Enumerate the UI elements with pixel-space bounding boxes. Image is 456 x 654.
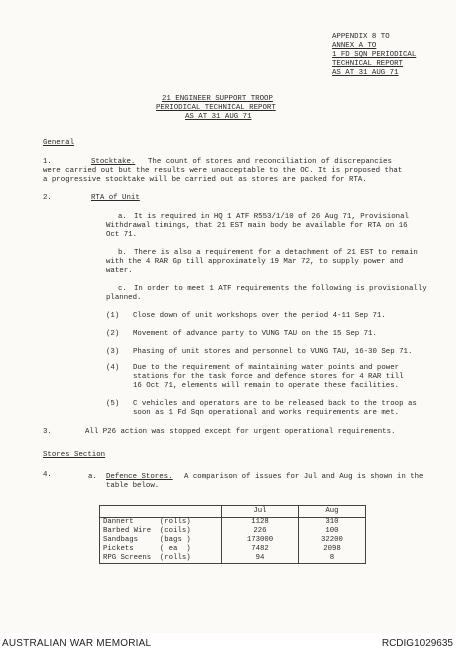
para2a-label: a. [118, 213, 127, 221]
footer-source-label: AUSTRALIAN WAR MEMORIAL [2, 638, 152, 649]
table-cell-item: Dannert (rolls) [103, 518, 191, 526]
sub4-line-3: 16 Oct 71, elements will remain to operate these facilities. [133, 382, 400, 390]
para2c-line-2: planned. [106, 294, 142, 302]
archive-footer [0, 633, 456, 654]
appendix-line-5: AS AT 31 AUG 71 [332, 69, 399, 77]
para2-heading: RTA of Unit [91, 194, 140, 202]
table-cell-item: Pickets ( ea ) [103, 545, 191, 553]
table-cell-aug: 32200 [299, 536, 366, 545]
table-row [100, 554, 366, 564]
table-row [100, 545, 366, 554]
table-header-item [100, 506, 222, 518]
title-line-1: 21 ENGINEER SUPPORT TROOP [162, 95, 273, 103]
para2c-label: c. [118, 285, 127, 293]
sub3-line-1: Phasing of unit stores and personnel to VUNG TAU, 16-30 Sep 71. [133, 348, 413, 356]
para1-heading: Stocktake. [91, 158, 136, 166]
para4-number: 4. [43, 471, 52, 479]
table-row [100, 518, 366, 528]
title-line-3: AS AT 31 AUG 71 [185, 113, 252, 121]
para2a-line-2: Withdrawal timings, that 21 EST main body be available for RTA on 16 [106, 222, 408, 230]
para2b-line-1: There is also a requirement for a detachment of 21 EST to remain [134, 249, 418, 257]
appendix-line-3: 1 FD SQN PERIODICAL [332, 51, 417, 59]
table-header-jul: Jul [222, 506, 299, 518]
stores-heading: Stores Section [43, 451, 106, 459]
table-row [100, 536, 366, 545]
sub5-line-1: C vehicles and operators are to be released back to the troop as [133, 400, 417, 408]
table-cell-aug: 2098 [299, 545, 366, 554]
para1-line-1: The count of stores and reconciliation of discrepancies [148, 158, 392, 166]
table-cell-jul: 173000 [222, 536, 299, 545]
sub4-line-1: Due to the requirement of maintaining water points and power [133, 364, 400, 372]
table-cell-aug: 8 [299, 554, 366, 564]
table-cell-aug: 100 [299, 527, 366, 536]
sub2-label: (2) [106, 330, 120, 338]
para3-number: 3. [43, 428, 52, 436]
table-cell-jul: 94 [222, 554, 299, 564]
general-heading: General [43, 139, 75, 147]
para2-number: 2. [43, 194, 52, 202]
para4a-line-2: table below. [106, 482, 160, 490]
sub4-label: (4) [106, 364, 120, 372]
table-header-row [100, 506, 366, 518]
table-cell-jul: 226 [222, 527, 299, 536]
table-header-aug: Aug [299, 506, 366, 518]
para4a-label: a. [88, 473, 97, 481]
sub5-label: (5) [106, 400, 120, 408]
sub1-line-1: Close down of unit workshops over the period 4-11 Sep 71. [133, 312, 386, 320]
appendix-line-2: ANNEX A TO [332, 42, 377, 50]
table-cell-jul: 7482 [222, 545, 299, 554]
sub2-line-1: Movement of advance party to VUNG TAU on the 15 Sep 71. [133, 330, 377, 338]
para2b-line-2: with the 4 RAR Gp till approximately 19 Mar 72, to supply power and [106, 258, 404, 266]
para2b-line-3: water. [106, 267, 133, 275]
para4a-line-1: A comparison of issues for Jul and Aug is shown in the [184, 473, 424, 481]
table-cell-aug: 310 [299, 518, 366, 528]
sub5-line-2: soon as 1 Fd Sqn operational and works requirements are met. [133, 409, 400, 417]
para1-number: 1. [43, 158, 52, 166]
para3-text: All P26 action was stopped except for urgent operational requirements. [85, 428, 396, 436]
para2b-label: b. [118, 249, 127, 257]
appendix-line-1: APPENDIX 8 TO [332, 33, 390, 41]
para4a-heading: Defence Stores. [106, 473, 173, 481]
para1-line-3: a progressive stocktake will be carried out as stores are packed for RTA. [43, 176, 367, 184]
para1-line-2: were carried out but the results were unacceptable to the OC. It is proposed that [43, 167, 403, 175]
title-line-2: PERIODICAL TECHNICAL REPORT [156, 104, 276, 112]
table-cell-item: Barbed Wire (coils) [103, 527, 191, 535]
defence-stores-table [99, 505, 366, 564]
sub1-label: (1) [106, 312, 120, 320]
table-cell-item: Sandbags (bags ) [103, 536, 191, 544]
table-cell-jul: 1128 [222, 518, 299, 528]
para2a-line-3: Oct 71. [106, 231, 138, 239]
table-row [100, 527, 366, 536]
para2c-line-1: In order to meet 1 ATF requirements the following is provisionally [134, 285, 427, 293]
para2a-line-1: It is required in HQ 1 ATF R553/1/10 of 26 Aug 71, Provisional [134, 213, 409, 221]
sub3-label: (3) [106, 348, 120, 356]
table-cell-item: RPG Screens (rolls) [103, 554, 191, 562]
appendix-line-4: TECHNICAL REPORT [332, 60, 403, 68]
footer-record-id: RCDIG1029635 [381, 638, 453, 649]
sub4-line-2: stations for the task force and defence stores for 4 RAR till [133, 373, 404, 381]
